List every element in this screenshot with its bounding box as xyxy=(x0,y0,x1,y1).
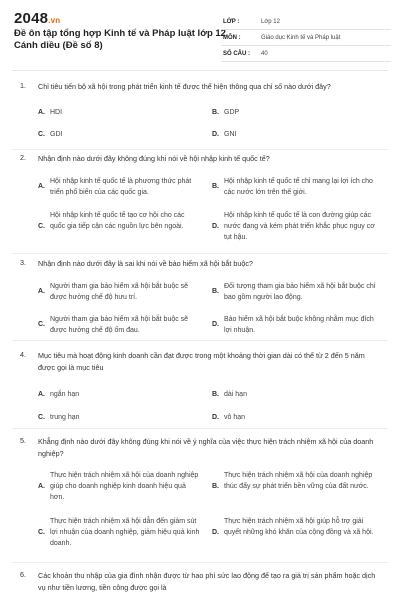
question-text: Mục tiêu mà hoạt động kinh doanh cần đạt được trong một khoảng thời gian dài có thể từ 2 đến 5 năm được gọi là mục tiêu xyxy=(38,351,365,372)
question-text: Chỉ tiêu tiến bộ xã hội trong phát triển kinh tế được thể hiện thông qua chỉ số nào dưới đây? xyxy=(38,82,331,91)
meta-row-question-count: SỐ CÂU : 40 xyxy=(221,46,391,62)
question-divider xyxy=(12,428,388,429)
question-text: Nhận định nào dưới đây là sai khi nói về bảo hiểm xã hội bắt buộc? xyxy=(38,259,253,268)
question-divider xyxy=(12,562,388,563)
question-divider xyxy=(12,149,388,150)
question-divider xyxy=(12,340,388,341)
exam-meta-table xyxy=(221,14,391,62)
meta-row-subject: MÔN : Giáo dục Kinh tế và Pháp luật xyxy=(221,30,391,46)
question-divider xyxy=(12,253,388,254)
page-title: Đề ôn tập tổng hợp Kinh tế và Pháp luật lớp 12 Cánh diều (Đề số 8) xyxy=(14,28,226,51)
page-header xyxy=(0,0,400,60)
question-text: Khẳng định nào dưới đây không đúng khi nói về ý nghĩa của việc thực hiện trách nhiệm xã hội của doanh nghiệp? xyxy=(38,437,374,458)
exam-page: 2048.vn Đề ôn tập tổng hợp Kinh tế và Pháp luật lớp 12 Cánh diều (Đề số 8) LỚP : Lớp 12 MÔN : Giáo dục Kinh tế và Pháp luật SỐ CÂU : 40 1. Chỉ tiêu tiến bộ xã hội trong phát triển kinh tế được thể hiện thông qua chỉ số nào dưới đây? A. HDI B. GDP C. GDI D. GNI 2. Nhận định nào dưới đây không đúng khi nói về hội nhập kinh tế quốc tế? A. Hội nhập kinh tế quốc tế là phương thức phát triển phổ biến của các quốc gia. B. Hội nhập kinh tế quốc tế chỉ mang lại lợi ích cho các nước lớn trên thế giới. C. Hội nhập kinh tế quốc tế tạo cơ hội cho các quốc gia tiếp cận các nguồn lực bên ngoài. D. Hội nhập kinh tế quốc tế là con đường giúp các nước đang và kém phát triển khắc phục nguy cơ tụt hậu. 3. Nhận định nào dưới đây là sai khi nói về bảo hiểm xã hội bắt buộc? A. Người tham gia bảo hiểm xã hội bắt buộc sẽ được hưởng chế độ hưu trí. B. Đối tượng tham gia bảo hiểm xã hội bắt buộc chỉ bao gồm người lao động. C. Người tham gia bảo hiểm xã hội bắt buộc sẽ được hưởng chế độ ốm đau. D. Bảo hiểm xã hội bắt buộc không nhằm mục đích lợi nhuận. 4. Mục tiêu mà hoạt động kinh doanh cần đạt được trong một khoảng thời gian dài có thể từ 2 đến 5 năm được gọi là mục tiêu A. ngắn hạn B. dài hạn C. trung hạn D. vô hạn 5. Khẳng định nào dưới đây không đúng khi nói về ý nghĩa của việc thực hiện trách nhiệm xã hội của doanh nghiệp? A. Thực hiện trách nhiệm xã hội của doanh nghiệp giúp cho doanh nghiệp kinh doanh hiệu quả hơn. B. Thực hiện trách nhiệm xã hội của doanh nghiệp thúc đẩy sự phát triển bền vững của đất nước. C. Thực hiện trách nhiệm xã hội dẫn đến giảm sút lợi nhuận của doanh nghiệp, giảm hiệu quả kinh doanh. D. Thực hiện trách nhiệm xã hội giúp hỗ trợ giải quyết những khó khăn của cộng đồng và xã hội. 6. Các khoản thu nhập của gia đình nhận được từ hao phí sức lao động để tạo ra giá trị sản phẩm hoặc dịch vụ như tiền lương, tiền công được gọi là xyxy=(0,0,400,600)
meta-row-class: LỚP : Lớp 12 xyxy=(221,14,391,30)
question-text: Các khoản thu nhập của gia đình nhận được từ hao phí sức lao động để tạo ra giá trị sản phẩm hoặc dịch vụ như tiền lương, tiền công được gọi là xyxy=(38,571,376,592)
site-logo[interactable]: 2048.vn xyxy=(14,10,61,27)
header-divider xyxy=(12,70,388,71)
question-text: Nhận định nào dưới đây không đúng khi nói về hội nhập kinh tế quốc tế? xyxy=(38,154,270,163)
